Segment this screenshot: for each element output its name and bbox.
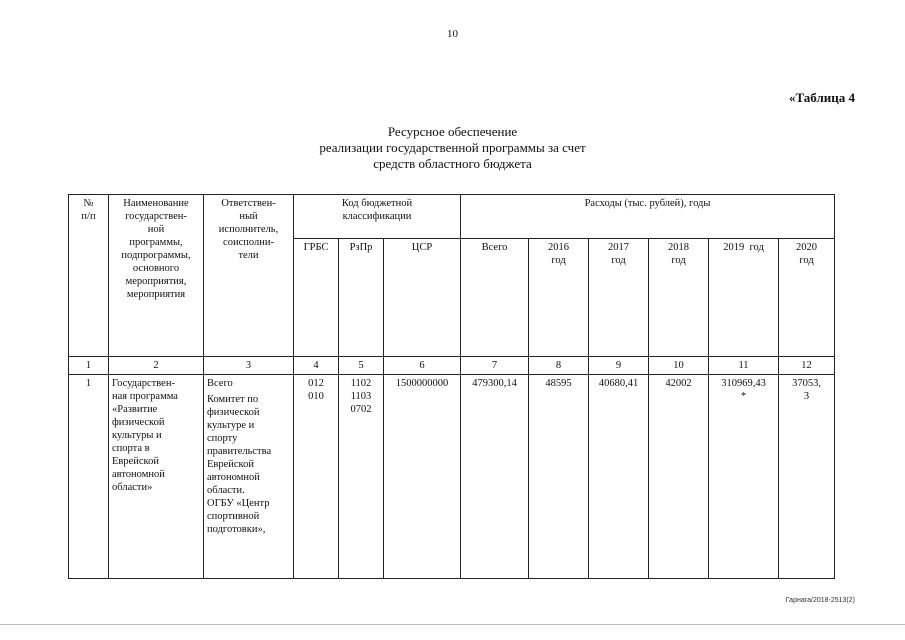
header-2017 [589,239,649,357]
row-name-line: Государствен- [112,378,175,389]
document-title [0,124,905,172]
header-name-line: подпрограммы, [121,250,191,261]
row-responsible-line: области. [207,485,245,496]
header-year-line: 2020 [796,242,817,253]
row-2020 [779,375,835,579]
row-name-line: культуры и [112,430,162,441]
title-line: Ресурсное обеспечение [387,124,518,139]
col-number: 3 [204,357,294,375]
row-grbs [294,375,339,579]
title-line: средств областного бюджета [373,156,532,171]
row-responsible-line: правительства [207,446,272,457]
header-year-line: год [671,255,686,266]
row-total: 479300,14 [461,375,529,579]
header-total: Всего [461,239,529,357]
header-year-line: 2016 [548,242,569,253]
row-responsible-line: спортивной [207,511,260,522]
col-number: 8 [529,357,589,375]
row-responsible-line: ОГБУ «Центр [207,498,270,509]
row-2019-line: * [740,391,747,402]
header-year-line: год [799,255,814,266]
header-num-line: п/п [81,211,96,222]
table-reference: «Таблица 4 [788,90,855,105]
header-2016 [529,239,589,357]
col-number: 4 [294,357,339,375]
row-2018: 42002 [649,375,709,579]
header-csr: ЦСР [384,239,461,357]
header-responsible-line: исполнитель, [218,224,279,235]
row-rzpr-line: 1102 [350,378,372,389]
table-row [69,375,835,579]
header-name-line: основного [132,263,180,274]
header-name-line: мероприятия [126,289,186,300]
row-grbs-line: 012 [308,378,324,389]
col-number: 12 [779,357,835,375]
header-grbs: ГРБС [294,239,339,357]
header-responsible-line: соисполни- [223,237,274,248]
row-responsible-line: Еврейской [207,459,254,470]
row-2020-line: 37053, [792,378,821,389]
row-rzpr-line: 1103 [350,391,372,402]
col-number: 5 [339,357,384,375]
row-responsible-line: культуре и [207,420,255,431]
header-name-line: мероприятия, [125,276,187,287]
row-name-line: физической [112,417,165,428]
header-2018 [649,239,709,357]
header-budget-code-line: Код бюджетной [341,198,413,209]
row-2019 [709,375,779,579]
row-responsible-line: автономной [207,472,260,483]
row-2019-line: 310969,43 [721,378,766,389]
header-name-line: ной [147,224,165,235]
header-responsible-line: ный [239,211,258,222]
col-number: 11 [709,357,779,375]
header-row-1 [69,195,835,239]
row-rzpr [339,375,384,579]
header-2020 [779,239,835,357]
header-responsible-line: Ответствен- [221,198,276,209]
row-grbs-line: 010 [308,391,324,402]
row-name-line: спорта в [112,443,150,454]
header-budget-code-line: классификации [342,211,412,222]
header-year-line: год [611,255,626,266]
row-responsible [204,375,294,579]
header-year-line: 2018 [668,242,689,253]
title-line: реализации государственной программы за счет [319,140,586,155]
page-number: 10 [447,28,458,40]
header-name [109,195,204,357]
header-name-line: программы, [129,237,183,248]
header-year-line: 2017 [608,242,629,253]
header-year-line: год [551,255,566,266]
bottom-divider [0,624,905,625]
header-budget-code [294,195,461,239]
row-2017: 40680,41 [589,375,649,579]
header-name-line: Наименование [123,198,189,209]
row-num: 1 [69,375,109,579]
document-code: Гарнага/2018-2513(2) [785,597,855,604]
header-rzpr: РзПр [339,239,384,357]
row-responsible-line: Комитет по [207,394,259,405]
row-csr: 1500000000 [384,375,461,579]
row-name-line: области» [112,482,153,493]
column-number-row [69,357,835,375]
header-num [69,195,109,357]
col-number: 6 [384,357,461,375]
row-2016: 48595 [529,375,589,579]
header-responsible-line: тели [238,250,259,261]
header-responsible [204,195,294,357]
row-responsible-line: Всего [207,378,233,389]
row-responsible-line: спорту [207,433,238,444]
header-2019: 2019 год [709,239,779,357]
row-name-line: «Развитие [112,404,158,415]
header-name-line: государствен- [125,211,187,222]
col-number: 1 [69,357,109,375]
row-name-line: Еврейской [112,456,159,467]
col-number: 7 [461,357,529,375]
row-name [109,375,204,579]
row-responsible-line: подготовки», [207,524,266,535]
col-number: 9 [589,357,649,375]
row-rzpr-line: 0702 [350,404,372,415]
row-name-line: ная программа [112,391,178,402]
header-expenses: Расходы (тыс. рублей), годы [461,195,835,239]
row-2020-line: 3 [803,391,810,402]
col-number: 10 [649,357,709,375]
header-num-line: № [83,198,94,209]
resource-table [68,194,835,579]
row-name-line: автономной [112,469,165,480]
col-number: 2 [109,357,204,375]
row-responsible-line: физической [207,407,260,418]
